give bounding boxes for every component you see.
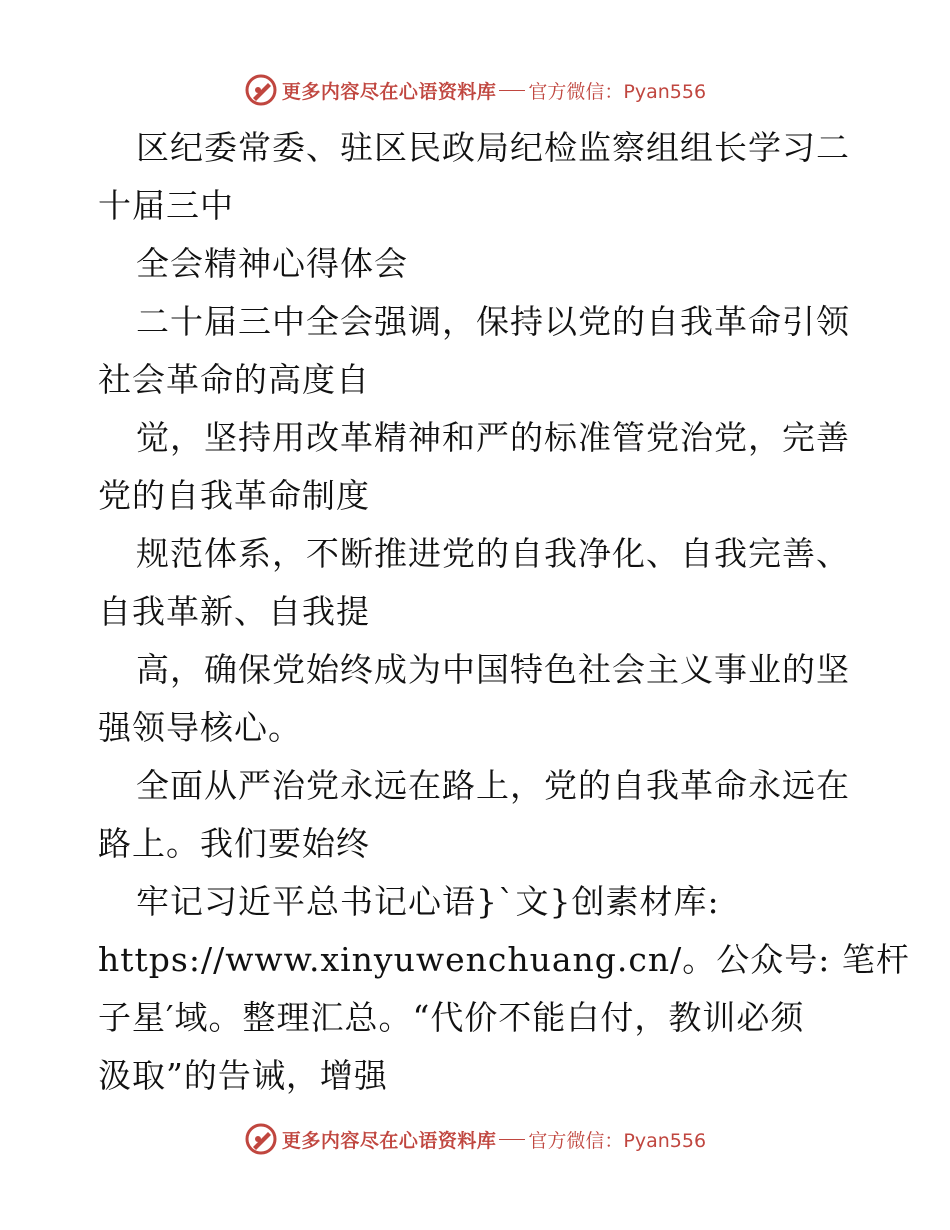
text-line: 高，确保党始终成为中国特色社会主义事业的坚 — [136, 650, 850, 689]
text-line: 汲取”的告诫，增强 — [98, 1056, 388, 1095]
banner-separator — [499, 1139, 525, 1140]
header-banner — [0, 70, 950, 110]
text-line: 觉，坚持用改革精神和严的标准管党治党，完善 — [136, 418, 850, 457]
text-line: 路上。我们要始终 — [98, 824, 370, 863]
banner-separator — [499, 90, 525, 91]
text-line: 二十届三中全会强调，保持以党的自我革命引领 — [136, 302, 850, 341]
text-line: 党的自我革命制度 — [98, 476, 370, 515]
banner-site-text: 更多内容尽在心语资料库 — [281, 1129, 497, 1152]
footer-banner — [0, 1119, 950, 1159]
text-line: 区纪委常委、驻区民政局纪检监察组组长学习二 — [136, 128, 850, 167]
text-line: 社会革命的高度自 — [98, 360, 370, 399]
banner-contact-text: 官方微信：Pyan556 — [528, 1129, 707, 1152]
text-line: 十届三中 — [98, 186, 234, 225]
document-body — [98, 119, 910, 1105]
text-line: 牢记习近平总书记心语}`文}创素材库: — [136, 882, 720, 921]
text-line: 全面从严治党永远在路上，党的自我革命永远在 — [136, 766, 850, 805]
brand-logo-icon — [244, 1122, 278, 1156]
text-line: 全会精神心得体会 — [136, 244, 408, 283]
text-line: 子星′域。整理汇总。“代价不能白付，教训必须 — [98, 998, 805, 1037]
brand-logo-icon — [244, 73, 278, 107]
text-line: 自我革新、自我提 — [98, 592, 370, 631]
text-line: 规范体系，不断推进党的自我净化、自我完善、 — [136, 534, 850, 573]
text-line: 强领导核心。 — [98, 708, 302, 747]
banner-contact-text: 官方微信：Pyan556 — [528, 80, 707, 103]
text-line: https://www.xinyuwenchuang.cn/。公众号: 笔杆 — [98, 940, 910, 979]
banner-site-text: 更多内容尽在心语资料库 — [281, 80, 497, 103]
